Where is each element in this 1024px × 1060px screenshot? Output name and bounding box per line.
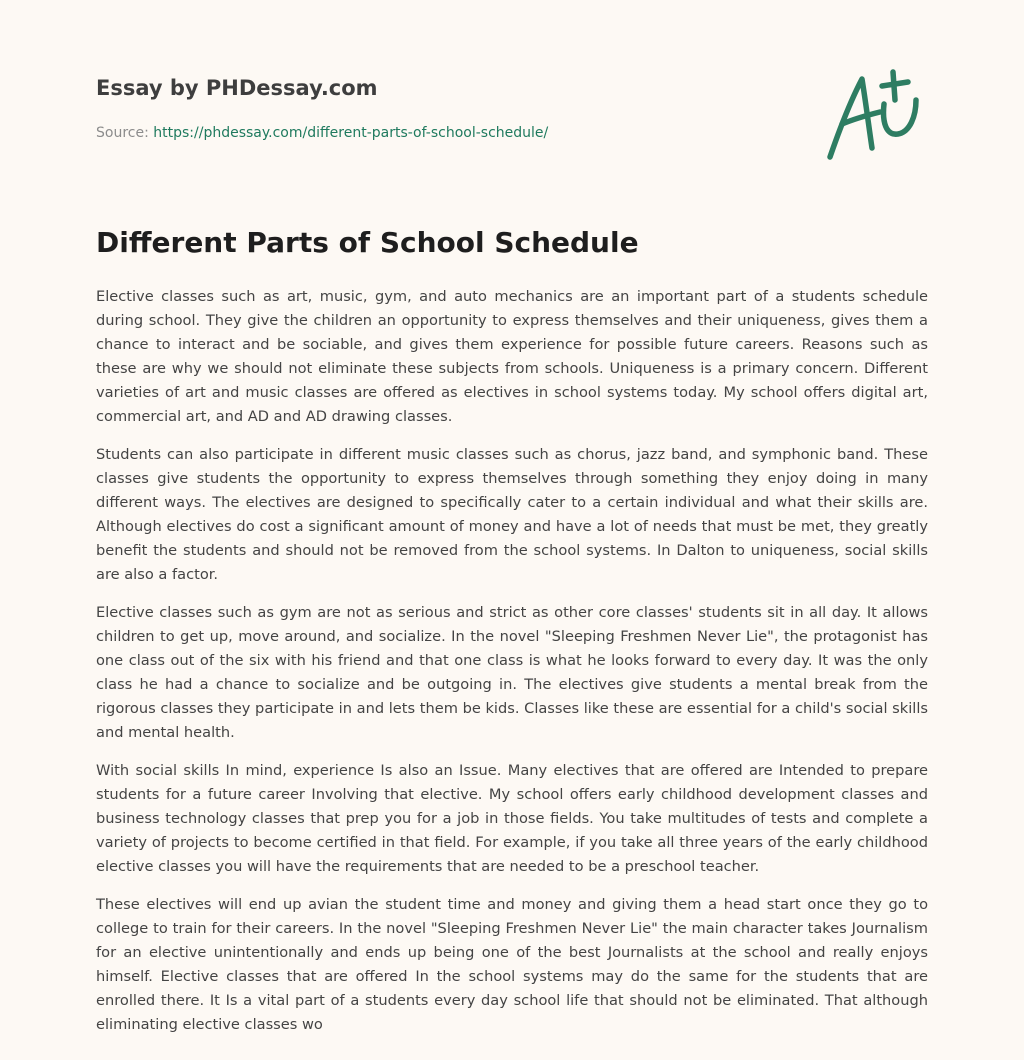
- essay-title: Different Parts of School Schedule: [96, 226, 639, 259]
- essay-paragraph: These electives will end up avian the student time and money and giving them a head start once they go to college to train for their careers. In the novel "Sleeping Freshmen Never Lie" the main character takes Journalism for an elective unintentionally and ends up being one of the best Journalists at the school and really enjoys himself. Elective classes that are offered In the school systems may do the same for the students that are enrolled there. It Is a vital part of a students every day school life that should not be eliminated. That although eliminating elective classes wo: [96, 896, 928, 1033]
- essay-paragraph: Elective classes such as art, music, gym, and auto mechanics are an important part of a students schedule during school. They give the children an opportunity to express themselves and their uniqueness, gives them a chance to interact and be sociable, and gives them experience for possible future careers. Reasons such as these are why we should not eliminate these subjects from schools. Uniqueness is a primary concern. Different varieties of art and music classes are offered as electives in school systems today. My school offers digital art, commercial art, and AD and AD drawing classes.: [96, 288, 928, 425]
- source-label: Source:: [96, 125, 154, 141]
- essay-paragraph: With social skills In mind, experience Is also an Issue. Many electives that are offered are Intended to prepare students for a future career Involving that elective. My school offers early childhood development classes and business technology classes that prep you for a job in those fields. You take multitudes of tests and complete a variety of projects to become certified in that field. For example, if you take all three years of the early childhood elective classes you will have the requirements that are needed to be a preschool teacher.: [96, 762, 928, 875]
- source-link[interactable]: https://phdessay.com/different-parts-of-school-schedule/: [153, 125, 549, 141]
- source-line: [96, 125, 548, 141]
- essay-paragraph: Elective classes such as gym are not as serious and strict as other core classes' students sit in all day. It allows children to get up, move around, and socialize. In the novel "Sleeping Freshmen Never Lie", the protagonist has one class out of the six with his friend and that one class is what he looks forward to every day. It was the only class he had a chance to socialize and be outgoing in. The electives give students a mental break from the rigorous classes they participate in and lets them be kids. Classes like these are essential for a child's social skills and mental health.: [96, 604, 928, 741]
- essay-page: [96, 0, 928, 1033]
- brand-title: Essay by PHDessay.com: [96, 76, 378, 100]
- essay-body: [96, 285, 928, 1051]
- essay-paragraph: Students can also participate in different music classes such as chorus, jazz band, and symphonic band. These classes give students the opportunity to express themselves through something they enjoy doing in many different ways. The electives are designed to specifically cater to a certain individual and what their skills are. Although electives do cost a significant amount of money and have a lot of needs that must be met, they greatly benefit the students and should not be removed from the school systems. In Dalton to uniqueness, social skills are also a factor.: [96, 446, 928, 583]
- a-plus-logo-icon: [822, 66, 926, 166]
- page-header: [96, 0, 928, 200]
